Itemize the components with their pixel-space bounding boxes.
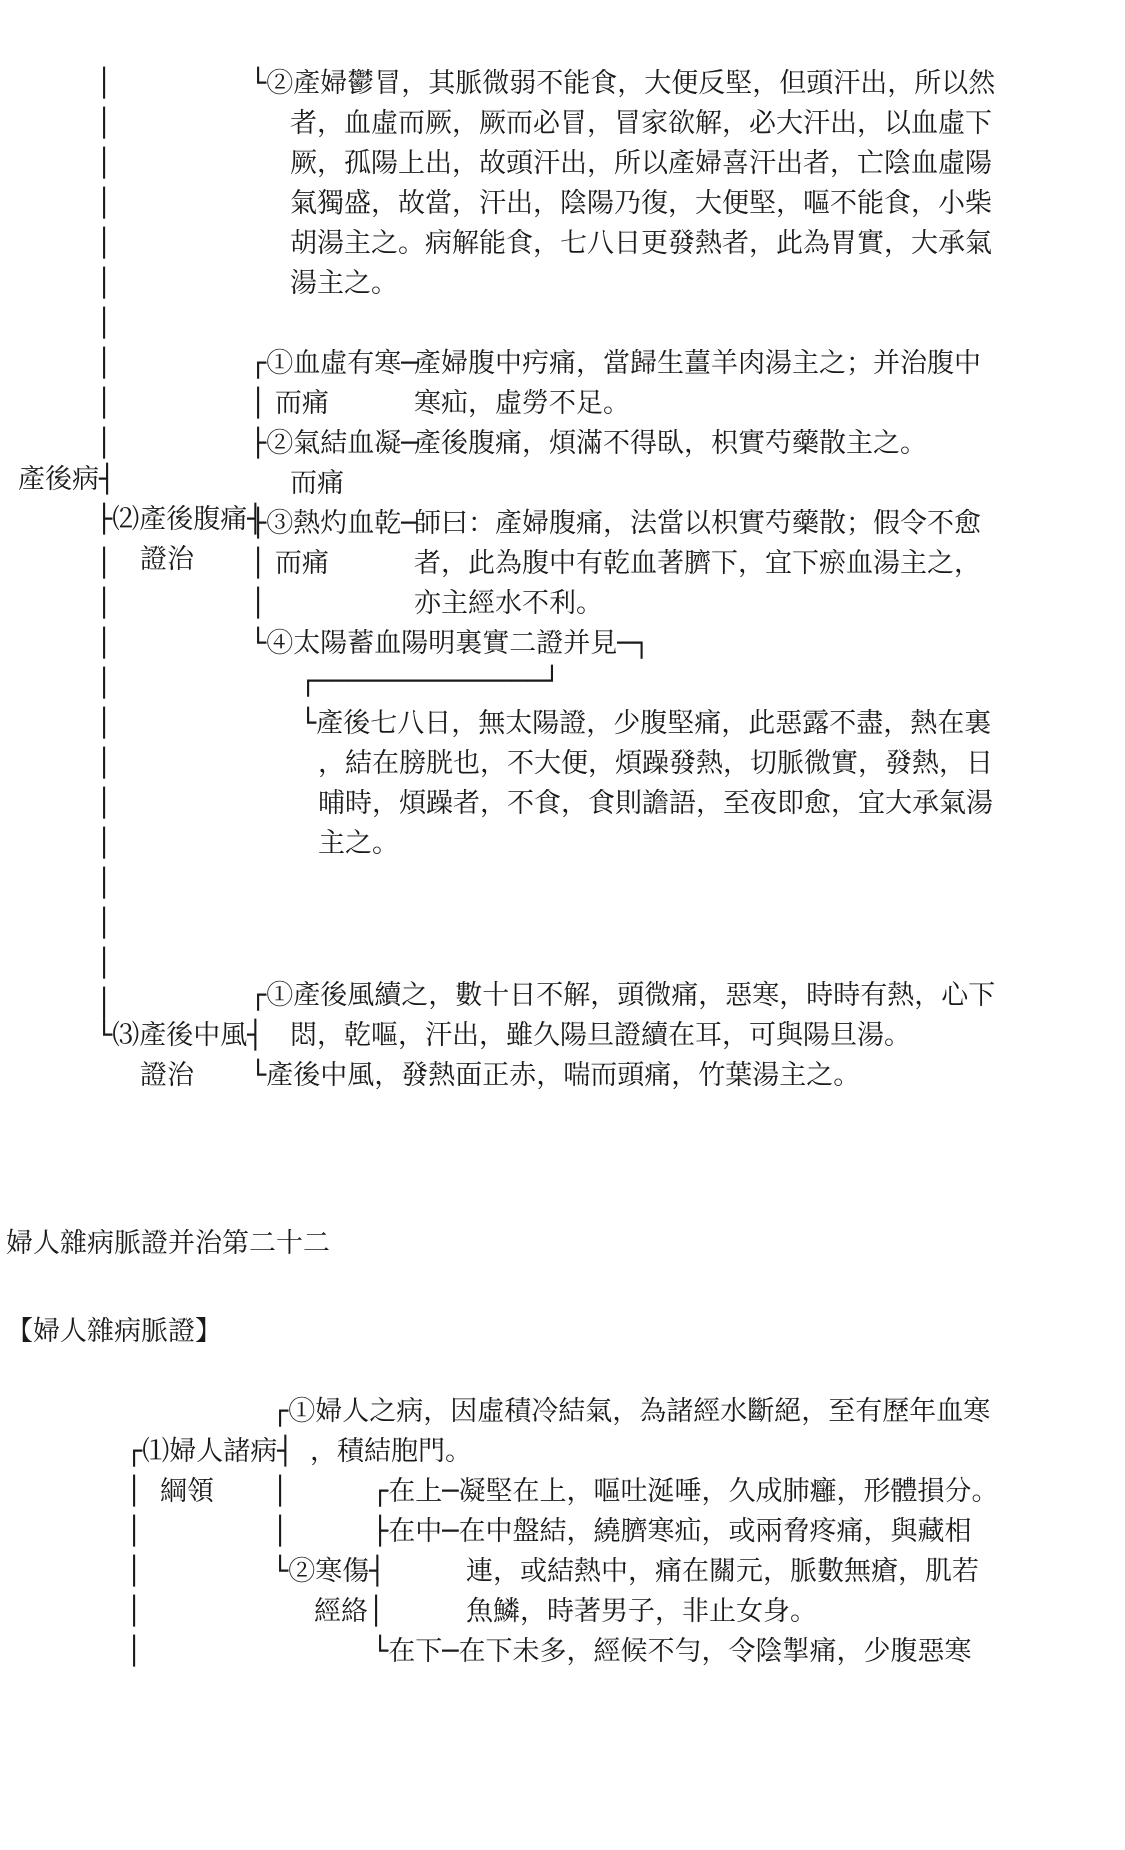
section-title: 【婦人雜病脈證】 bbox=[6, 1316, 222, 1347]
connector-line: ┌──────────────┘ bbox=[300, 666, 561, 697]
stroke-sub: 證治 bbox=[140, 1060, 194, 1091]
misc-heading: ┌⑴婦人諸病┤ bbox=[126, 1436, 294, 1467]
abdominal-pain-heading: ├⑵產後腹痛┤ bbox=[96, 504, 264, 535]
misc-sub: 綱領 bbox=[160, 1476, 214, 1507]
chapter-title: 婦人雜病脈證并治第二十二 bbox=[6, 1228, 330, 1259]
stroke-heading: └⑶產後中風┤ bbox=[96, 1020, 264, 1051]
abdominal-pain-sub: 證治 bbox=[140, 544, 194, 575]
postpartum-root-label: 產後病┤ bbox=[18, 464, 116, 495]
